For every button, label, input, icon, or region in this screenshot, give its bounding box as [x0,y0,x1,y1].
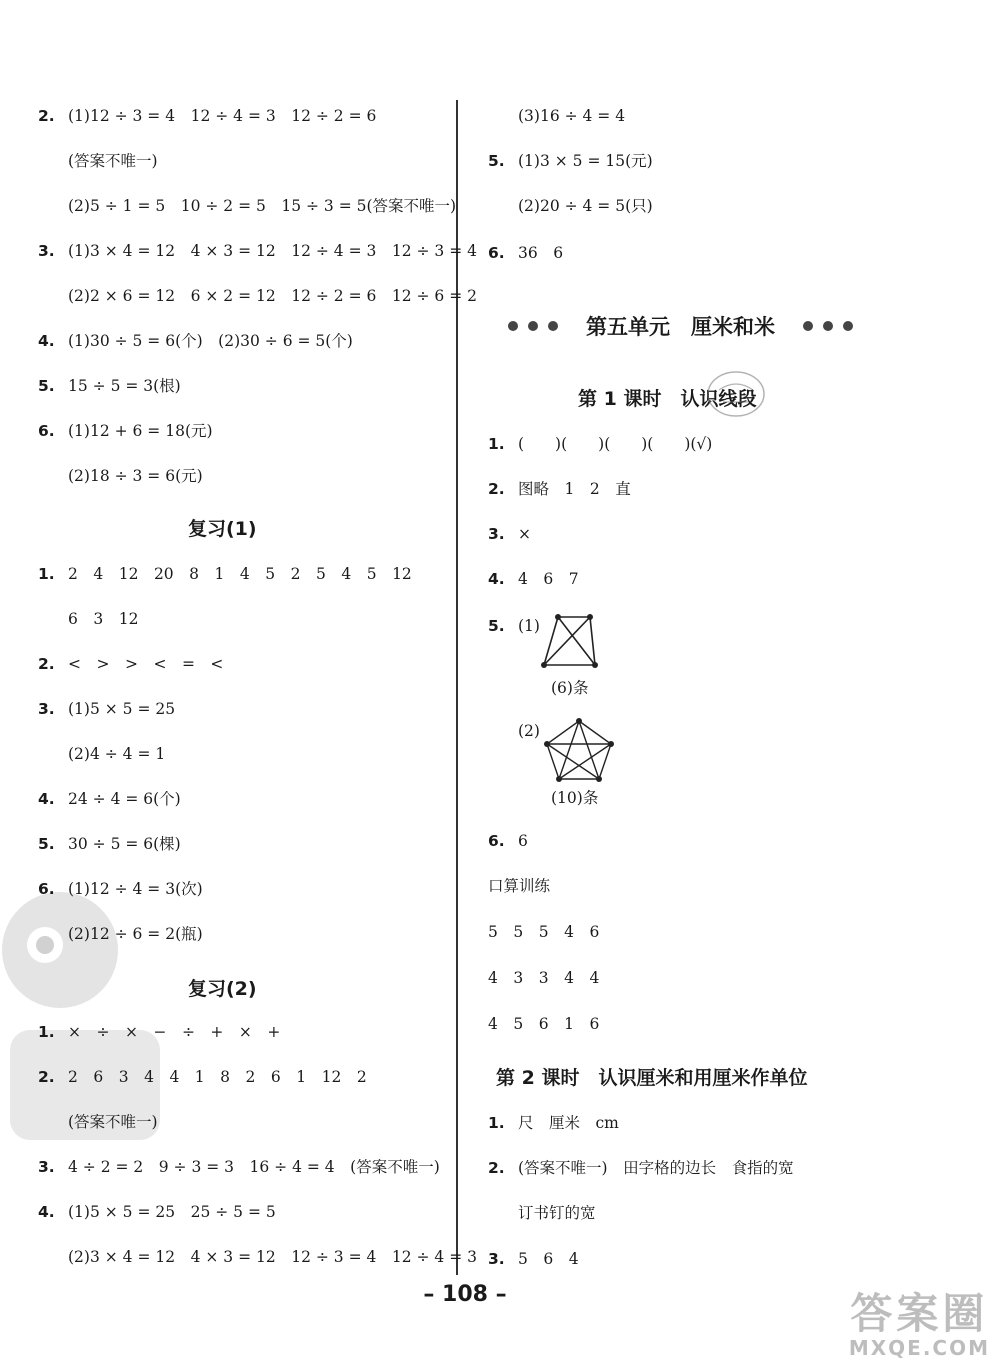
heading-dots-left [508,321,558,331]
answer-line: (2)20 ÷ 4 = 5(只) [518,197,653,215]
section-heading-review2: 复习(2) [188,978,257,1000]
answer-line: 4 3 3 4 4 [488,969,600,987]
answer-line: 5. (1) [488,617,540,635]
answer-line: 4 5 6 1 6 [488,1015,600,1033]
section-heading-review1: 复习(1) [188,518,257,540]
answer-line: (2)3 × 4 = 12 4 × 3 = 12 12 ÷ 3 = 4 12 ÷ 4 = 3 [68,1248,477,1266]
answer-line: 5. 15 ÷ 5 = 3(根) [38,377,181,395]
figure2-caption: (10)条 [551,789,599,807]
part2-label: (2) [518,722,540,740]
lesson2-title: 第 2 课时 认识厘米和用厘米作单位 [496,1067,808,1089]
quadrilateral-figure [538,612,600,672]
answer-line: 1. 尺 厘米 cm [488,1114,619,1132]
answer-line: 2. 图略 1 2 直 [488,480,631,498]
answer-line: 1. ( )( )( )( )(√) [488,435,713,453]
answer-line: (答案不唯一) [68,1113,158,1131]
stamp-mark [705,368,767,420]
watermark-url: MXQE.COM [848,1336,990,1360]
answer-line: (2)4 ÷ 4 = 1 [68,745,166,763]
answer-line: (2)2 × 6 = 12 6 × 2 = 12 12 ÷ 2 = 6 12 ÷ 6 = 2 [68,287,477,305]
answer-line: 2. < > > < = < [38,655,224,673]
pentagon-figure [543,717,615,783]
answer-line: 3. (1)5 × 5 = 25 [38,700,176,718]
answer-line: 2. (1)12 ÷ 3 = 4 12 ÷ 4 = 3 12 ÷ 2 = 6 [38,107,377,125]
page-number: – 108 – [423,1282,507,1307]
answer-line: (2)12 ÷ 6 = 2(瓶) [68,925,203,943]
unit-heading [508,312,853,340]
answer-line: 3. × [488,525,531,543]
answer-line: 4. (1)5 × 5 = 25 25 ÷ 5 = 5 [38,1203,276,1221]
answer-line: 6. (1)12 + 6 = 18(元) [38,422,213,440]
answer-line: 5 5 5 4 6 [488,923,600,941]
answer-line: 6. 6 [488,832,528,850]
answer-line: 3. 4 ÷ 2 = 2 9 ÷ 3 = 3 16 ÷ 4 = 4 (答案不唯一) [38,1158,440,1176]
answer-line: 2. (答案不唯一) 田字格的边长 食指的宽 [488,1159,794,1177]
answer-line: 3. 5 6 4 [488,1250,579,1268]
answer-line: 2. 2 6 3 4 4 1 8 2 6 1 12 2 [38,1068,367,1086]
dot-icon [548,321,558,331]
answer-line: 4. 4 6 7 [488,570,579,588]
answer-line: (答案不唯一) [68,152,158,170]
lesson1-title: 第 1 课时 认识线段 [578,388,757,410]
answer-line: 6. 36 6 [488,244,564,262]
dot-icon [823,321,833,331]
answer-line: 6. (1)12 ÷ 4 = 3(次) [38,880,203,898]
answer-line: 口算训练 [488,877,551,895]
answer-line: 3. (1)3 × 4 = 12 4 × 3 = 12 12 ÷ 4 = 3 12 ÷ 3 = 4 [38,242,477,260]
watermark-text: 答案圈 [850,1289,989,1338]
answer-line: 1. × ÷ × − ÷ + × + [38,1023,281,1041]
figure1-caption: (6)条 [551,679,589,697]
dot-icon [528,321,538,331]
answer-line: 1. 2 4 12 20 8 1 4 5 2 5 4 5 12 [38,565,412,583]
answer-line: (2)18 ÷ 3 = 6(元) [68,467,203,485]
answer-line: 5. 30 ÷ 5 = 6(棵) [38,835,181,853]
answer-line: 4. (1)30 ÷ 5 = 6(个) (2)30 ÷ 6 = 5(个) [38,332,353,350]
dot-icon [803,321,813,331]
answer-line: 5. (1)3 × 5 = 15(元) [488,152,653,170]
answer-line: (3)16 ÷ 4 = 4 [518,107,626,125]
unit-title: 第五单元 厘米和米 [586,315,775,339]
answer-line: 4. 24 ÷ 4 = 6(个) [38,790,181,808]
column-divider [456,100,458,1275]
heading-dots-right [803,321,853,331]
dot-icon [508,321,518,331]
answer-line: 订书钉的宽 [518,1204,596,1222]
answer-line: 6 3 12 [68,610,139,628]
answer-line: (2)5 ÷ 1 = 5 10 ÷ 2 = 5 15 ÷ 3 = 5(答案不唯一) [68,197,457,215]
dot-icon [843,321,853,331]
watermark [848,1289,990,1360]
